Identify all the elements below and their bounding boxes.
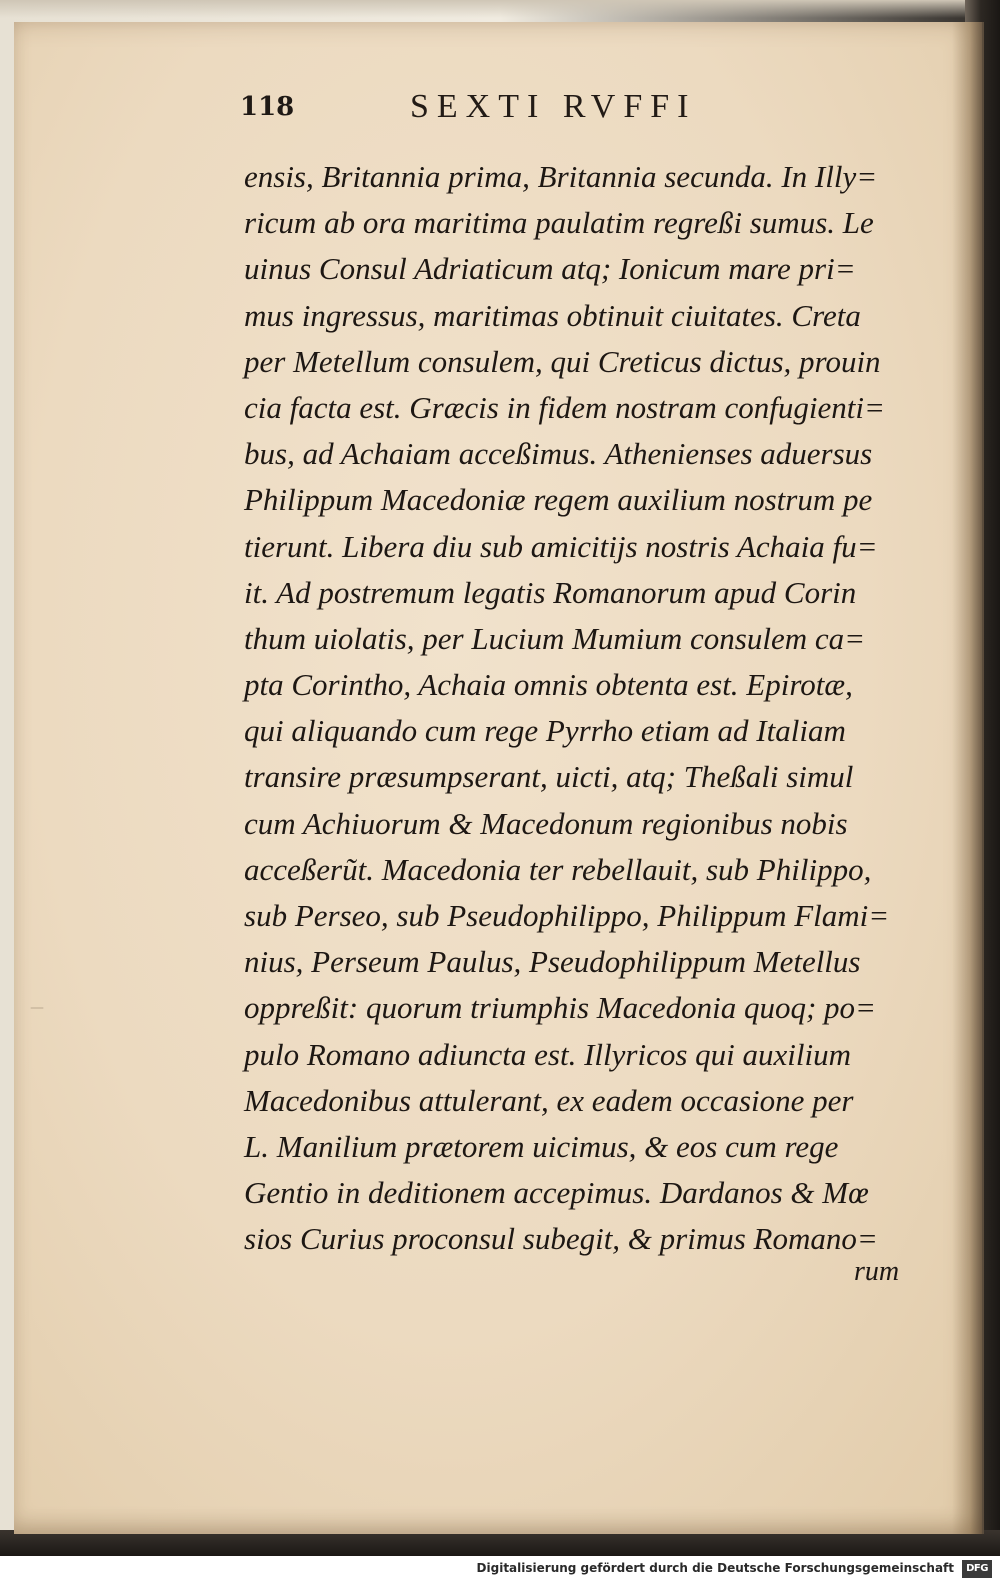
text-line: ensis, Britannia prima, Britannia secunda. In Illy= [244,159,878,194]
text-line: nius, Perseum Paulus, Pseudophilippum Metellus [244,944,861,980]
running-head [0,88,1000,132]
text-line: tierunt. Libera diu sub amicitijs nostris Achaia fu= [244,528,878,564]
text-block [244,154,914,1263]
text-line: ricum ab ora maritima paulatim regreßi sumus. Le [244,205,874,241]
catchword: rum [854,1256,900,1287]
text-line: cum Achiuorum & Macedonum regionibus nobis [244,805,848,841]
page-fold-shadow [952,22,982,1534]
text-line: transire præsumpserant, uicti, atq; Theßali simul [244,759,854,795]
text-line: pulo Romano adiuncta est. Illyricos qui auxilium [244,1036,852,1072]
digitization-footer [0,1556,1000,1584]
text-line: qui aliquando cum rege Pyrrho etiam ad Italiam [244,713,846,749]
scan-top-shadow [0,0,1000,18]
text-line: bus, ad Achaiam acceßimus. Athenienses aduersus [244,436,873,472]
text-line: sios Curius proconsul subegit, & primus Romano= [244,1221,878,1257]
text-line: Philippum Macedoniæ regem auxilium nostrum pe [244,482,873,518]
text-line: uinus Consul Adriaticum atq; Ionicum mare pri= [244,251,856,287]
text-line: Macedonibus attulerant, ex eadem occasione per [244,1082,854,1118]
text-line: sub Perseo, sub Pseudophilippo, Philippum Flami= [244,898,890,933]
page-number: 118 [240,92,295,122]
text-line: mus ingressus, maritimas obtinuit ciuitates. Creta [244,297,861,333]
text-line: Gentio in deditionem accepimus. Dardanos & Mœ [244,1175,869,1211]
text-line: pta Corintho, Achaia omnis obtenta est. Epirotæ, [244,667,853,703]
text-line: thum uiolatis, per Lucium Mumium consulem ca= [244,620,866,656]
text-line: acceßerũt. Macedonia ter rebellauit, sub Philippo, [244,851,872,887]
margin-mark: — [30,1000,44,1016]
text-line: oppreßit: quorum triumphis Macedonia quoq; po= [244,990,876,1026]
text-line: per Metellum consulem, qui Creticus dictus, prouin [244,343,881,379]
text-line: L. Manilium prætorem uicimus, & eos cum rege [244,1128,839,1164]
running-head-title: SEXTI RVFFI [410,88,697,125]
funding-credit: Digitalisierung gefördert durch die Deutsche Forschungsgemeinschaft [476,1561,954,1575]
text-line: it. Ad postremum legatis Romanorum apud Corin [244,574,857,610]
text-line: cia facta est. Græcis in fidem nostram confugienti= [244,389,885,425]
dfg-logo: DFG [962,1560,992,1578]
